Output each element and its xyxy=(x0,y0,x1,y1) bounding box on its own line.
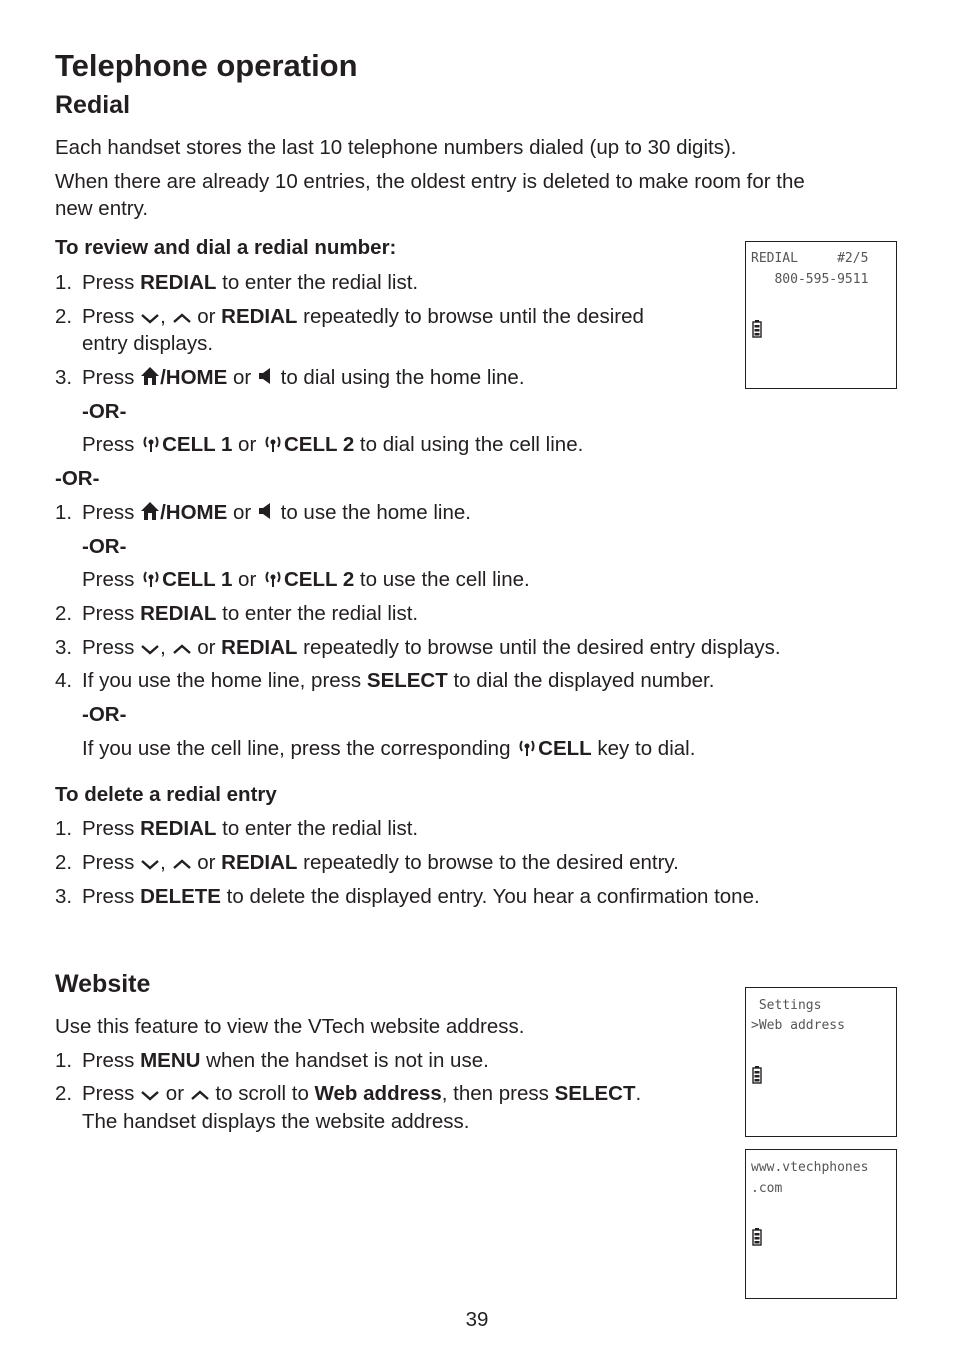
chevron-up-icon xyxy=(190,1088,210,1102)
review-cell-line: Press CELL 1 or CELL 2 to dial using the cell line. xyxy=(82,433,584,456)
speaker-icon xyxy=(257,366,275,386)
review-step-2-cont: entry displays. xyxy=(82,332,214,355)
redial-key: REDIAL xyxy=(140,271,217,294)
battery-icon xyxy=(752,1066,762,1084)
website-address-screen xyxy=(745,1149,897,1299)
redial-heading: Redial xyxy=(55,91,131,119)
chevron-up-icon xyxy=(172,857,192,871)
website-step-2-cont: The handset displays the website address. xyxy=(82,1110,470,1133)
speaker-icon xyxy=(257,501,275,521)
cell-signal-icon xyxy=(262,433,284,453)
review-heading: To review and dial a redial number: xyxy=(55,236,397,259)
battery-icon xyxy=(752,1228,762,1246)
screen-line-2: .com xyxy=(751,1181,783,1196)
page-title: Telephone operation xyxy=(55,48,358,83)
home-icon xyxy=(140,501,160,521)
alt-or-2: -OR- xyxy=(82,703,127,726)
cell-signal-icon xyxy=(140,433,162,453)
website-intro: Use this feature to view the VTech website address. xyxy=(55,1015,525,1038)
chevron-down-icon xyxy=(140,642,160,656)
delete-heading: To delete a redial entry xyxy=(55,783,277,806)
battery-icon xyxy=(752,320,762,338)
cell-signal-icon xyxy=(140,568,162,588)
home-icon xyxy=(140,366,160,386)
chevron-down-icon xyxy=(140,311,160,325)
settings-screen xyxy=(745,987,897,1137)
chevron-down-icon xyxy=(140,1088,160,1102)
website-heading: Website xyxy=(55,970,151,998)
cell-signal-icon xyxy=(262,568,284,588)
review-or: -OR- xyxy=(82,400,127,423)
screen-line-1: REDIAL #2/5 xyxy=(751,251,869,266)
screen-line-1: Settings xyxy=(751,998,822,1013)
or-divider: -OR- xyxy=(55,467,100,490)
screen-line-1: www.vtechphones xyxy=(751,1160,869,1175)
page-number: 39 xyxy=(465,1308,489,1331)
redial-screen xyxy=(745,241,897,389)
chevron-down-icon xyxy=(140,857,160,871)
chevron-up-icon xyxy=(172,311,192,325)
redial-intro: Each handset stores the last 10 telephone numbers dialed (up to 30 digits). xyxy=(55,136,737,159)
redial-note-line1: When there are already 10 entries, the oldest entry is deleted to make room for the xyxy=(55,170,805,193)
alt-or: -OR- xyxy=(82,535,127,558)
chevron-up-icon xyxy=(172,642,192,656)
cell-signal-icon xyxy=(516,737,538,757)
alt-cell-dial: If you use the cell line, press the corresponding CELL key to dial. xyxy=(82,737,696,760)
alt-cell-line: Press CELL 1 or CELL 2 to use the cell line. xyxy=(82,568,530,591)
screen-line-2: 800-595-9511 xyxy=(751,272,869,287)
redial-note-line2: new entry. xyxy=(55,197,149,220)
screen-line-2: >Web address xyxy=(751,1018,845,1033)
